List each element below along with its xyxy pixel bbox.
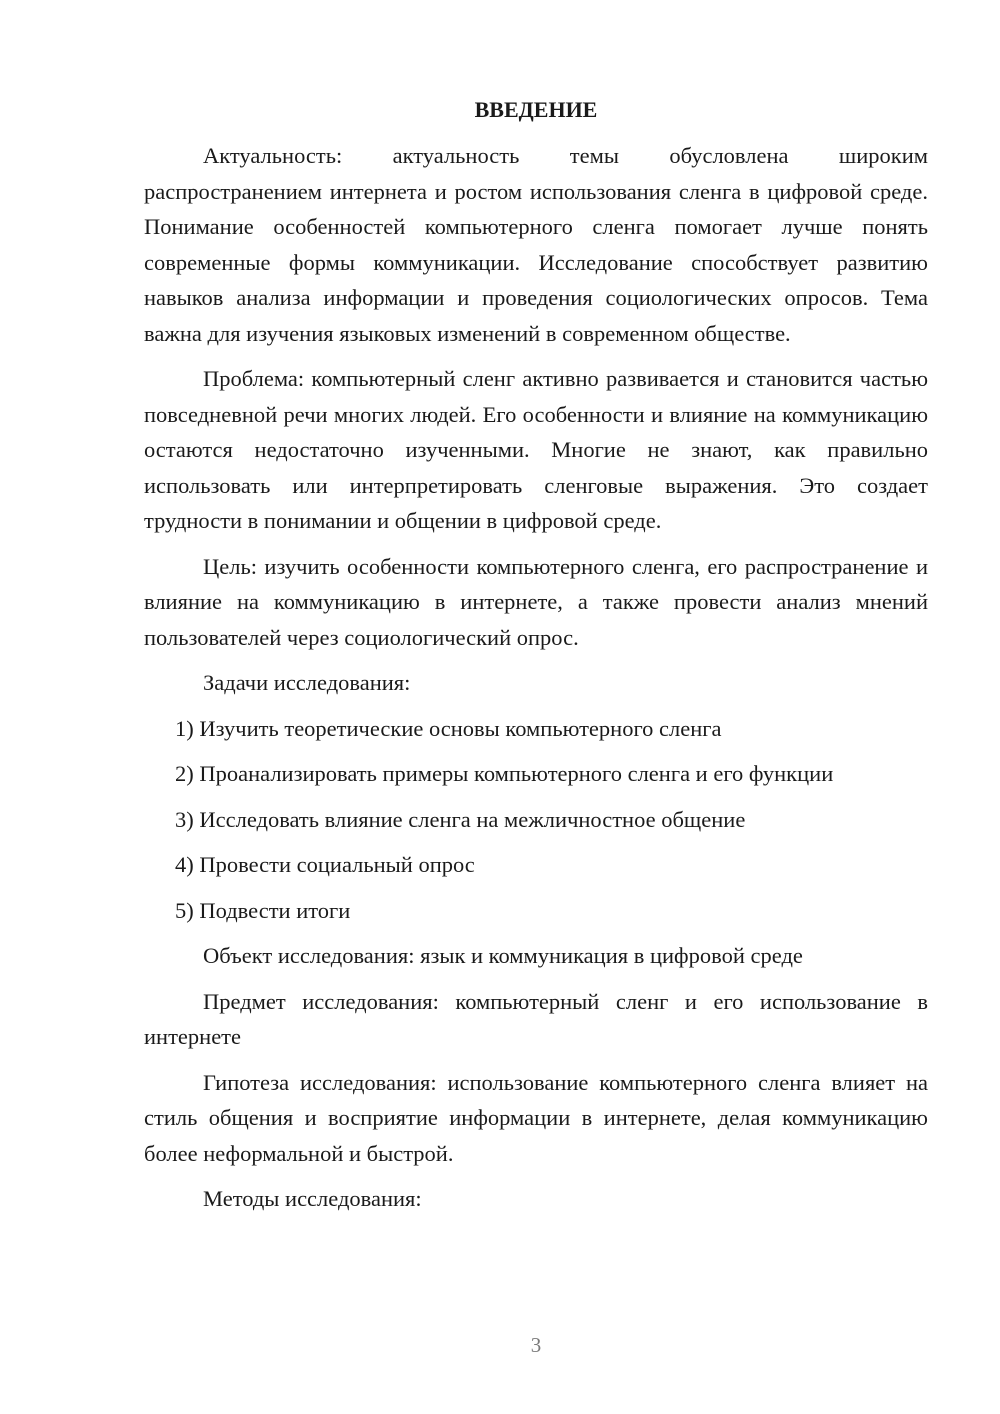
task-item: 4) Провести социальный опрос (175, 852, 475, 877)
task-item: 1) Изучить теоретические основы компьютерного сленга (175, 715, 722, 741)
hypothesis-paragraph: Гипотеза исследования: использование компьютерного сленга влияет на стиль общения и восприятие информации в интернете, делая коммуникацию более неформальной и быстрой. (144, 1069, 928, 1166)
methods-heading: Методы исследования: (203, 1186, 422, 1211)
problem-paragraph: Проблема: компьютерный сленг активно развивается и становится частью повседневной речи многих людей. Его особенности и влияние на коммуникацию остаются недостаточно изученными. Многие не знают, как правильно использовать или интерпретировать сленговые выражения. Это создает трудности в понимании и общении в цифровой среде. (144, 366, 928, 533)
subject-paragraph: Предмет исследования: компьютерный сленг и его использование в интернете (144, 988, 928, 1049)
page-number: 3 (530, 1333, 542, 1357)
tasks-list (144, 711, 928, 929)
object-paragraph: Объект исследования: язык и коммуникация в цифровой среде (203, 943, 803, 968)
task-item: 2) Проанализировать примеры компьютерного сленга и его функции (175, 761, 834, 786)
task-item: 3) Исследовать влияние сленга на межличностное общение (175, 806, 746, 832)
task-item: 5) Подвести итоги (175, 897, 351, 923)
goal-paragraph: Цель: изучить особенности компьютерного сленга, его распространение и влияние на коммуникацию в интернете, а также провести анализ мнений пользователей через социологический опрос. (144, 553, 928, 650)
relevance-paragraph: Актуальность: актуальность темы обусловлена широким распространением интернета и ростом использования сленга в цифровой среде. Понимание особенностей компьютерного сленга помогает лучше понять современные формы коммуникации. Исследование способствует развитию навыков анализа информации и проведения социологических опросов. Тема важна для изучения языковых изменений в современном обществе. (144, 143, 928, 346)
document-page (144, 92, 928, 1227)
tasks-heading: Задачи исследования: (203, 670, 411, 695)
page-title: ВВЕДЕНИЕ (474, 97, 598, 122)
